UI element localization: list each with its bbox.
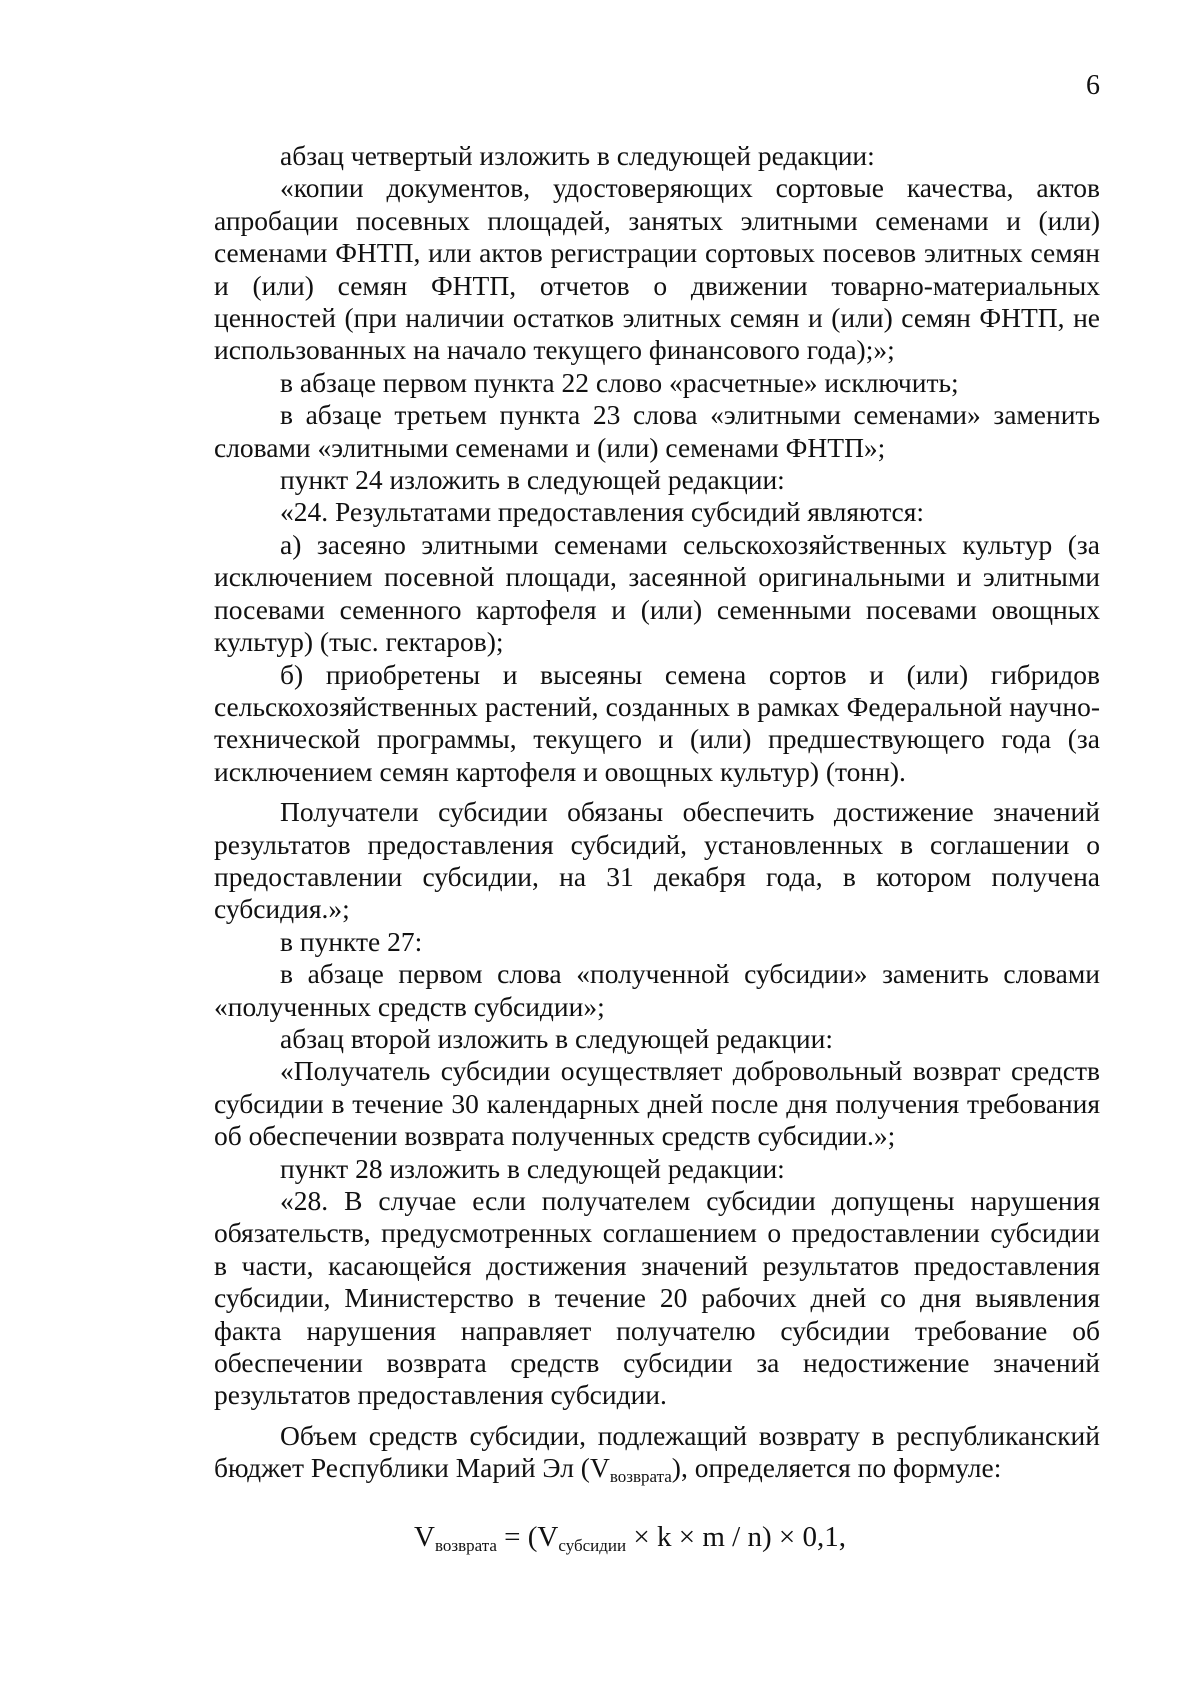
paragraph: абзац второй изложить в следующей редакции: — [280, 1022, 834, 1054]
paragraph: пункт 28 изложить в следующей редакции: — [280, 1152, 785, 1184]
paragraph: в абзаце третьем пункта 23 слова «элитными семенами» заменить словами «элитными семенами и (или) семенами ФНТП»; — [214, 399, 1100, 463]
closing-paragraph — [214, 1420, 1100, 1485]
closing-subscript: возврата — [609, 1467, 672, 1487]
paragraph: «Получатель субсидии осуществляет добровольный возврат средств субсидии в течение 30 календарных дней после дня получения требования об обеспечении возврата полученных средств субсидии.»; — [214, 1055, 1100, 1152]
closing-text-before: Объем средств субсидии, подлежащий возврату в республиканский бюджет Республики Марий Эл (V — [214, 1419, 1100, 1484]
paragraph: в абзаце первом слова «полученной субсидии» заменить словами «полученных средств субсидии»; — [214, 958, 1100, 1022]
paragraph: «24. Результатами предоставления субсидий являются: — [280, 496, 925, 528]
page-number: 6 — [1086, 70, 1100, 101]
paragraph: «копии документов, удостоверяющих сортовые качества, актов апробации посевных площадей, занятых элитными семенами и (или) семенами ФНТП, или актов регистрации сортовых посевов элитных семян и (или) семян ФНТП, отчетов о движении товарно-материальных ценностей (при наличии остатков элитных семян и (или) семян ФНТП, не использованных на начало текущего финансового года);»; — [214, 172, 1100, 366]
paragraph: а) засеяно элитными семенами сельскохозяйственных культур (за исключением посевной площади, засеянной оригинальными и элитными посевами семенного картофеля и (или) семенными посевами овощных культур) (тыс. гектаров); — [214, 528, 1100, 658]
paragraph: в абзаце первом пункта 22 слово «расчетные» исключить; — [280, 366, 959, 398]
paragraph: в пункте 27: — [280, 925, 423, 957]
closing-text-after: ), определяется по формуле: — [671, 1452, 1002, 1484]
formula-v-letter: V — [414, 1521, 435, 1553]
paragraph: «28. В случае если получателем субсидии допущены нарушения обязательств, предусмотренных соглашением о предоставлении субсидии в части, касающейся достижения значений результатов предоставления субсидии, Министерство в течение 20 рабочих дней со дня выявления факта нарушения направляет получателю субсидии требование об обеспечении возврата средств субсидии за недостижение значений результатов предоставления субсидии. — [214, 1185, 1100, 1411]
paragraph: б) приобретены и высеяны семена сортов и (или) гибридов сельскохозяйственных растений, созданных в рамках Федеральной научно-технической программы, текущего и (или) предшествующего года (за исключением семян картофеля и овощных культур) (тонн). — [214, 658, 1100, 787]
formula-rest: × k × m / n) × 0,1, — [626, 1521, 846, 1553]
paragraph: пункт 24 изложить в следующей редакции: — [280, 464, 785, 496]
paragraph: абзац четвертый изложить в следующей редакции: — [280, 140, 875, 171]
formula — [0, 1520, 1200, 1555]
formula-equals-open: = (V — [496, 1521, 559, 1553]
document-body — [214, 140, 1100, 1485]
paragraph: Получатели субсидии обязаны обеспечить достижение значений результатов предоставления субсидий, установленных в соглашении о предоставлении субсидии, на 31 декабря года, в котором получена субсидия.»; — [214, 796, 1100, 925]
formula-subsidy-subscript: субсидии — [558, 1536, 627, 1555]
formula-v-subscript: возврата — [434, 1536, 497, 1555]
